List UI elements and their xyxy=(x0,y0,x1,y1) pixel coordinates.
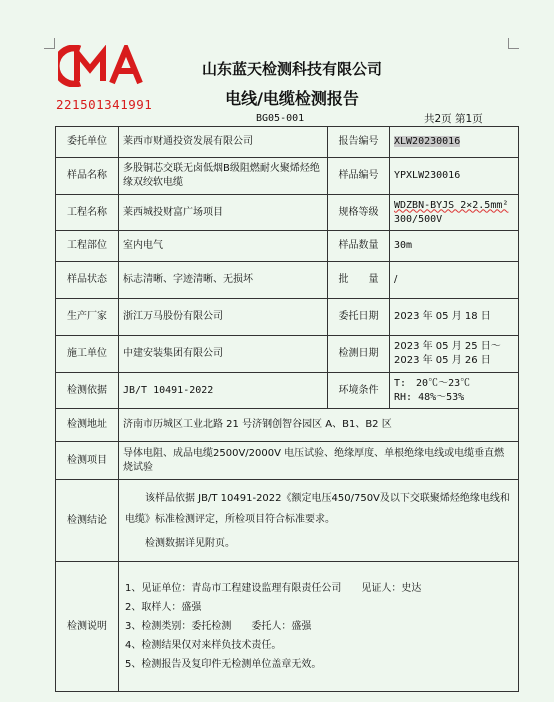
sample-quantity-value: 30m xyxy=(390,231,519,262)
table-row xyxy=(56,127,519,158)
table-row xyxy=(56,231,519,262)
conclusion-label: 检测结论 xyxy=(56,480,119,562)
environment-temperature: T: 20℃～23℃ xyxy=(394,377,471,389)
sample-state-label: 样品状态 xyxy=(56,262,119,299)
page-info: 共2页 第1页 xyxy=(424,113,483,125)
document-code: BG05-001 xyxy=(256,113,305,124)
report-table xyxy=(55,126,519,692)
table-row xyxy=(56,336,519,373)
builder-label: 施工单位 xyxy=(56,336,119,373)
table-row xyxy=(56,442,519,480)
environment-value xyxy=(390,373,519,409)
environment-humidity: RH: 48%～53% xyxy=(394,391,465,403)
batch-label: 批 量 xyxy=(328,262,390,299)
test-items-label: 检测项目 xyxy=(56,442,119,480)
batch-value: / xyxy=(390,262,519,299)
sample-state-value: 标志清晰、字迹清晰、无损坏 xyxy=(119,262,328,299)
table-row xyxy=(56,158,519,195)
manufacturer-label: 生产厂家 xyxy=(56,299,119,336)
report-number-label: 报告编号 xyxy=(328,127,390,158)
table-row xyxy=(56,195,519,231)
test-items-value: 导体电阻、成品电缆2500V/2000V 电压试验、绝缘厚度、单根绝缘电线或电缆垂直燃烧试验 xyxy=(119,442,519,480)
sample-number-value: YPXLW230016 xyxy=(390,158,519,195)
table-row xyxy=(56,262,519,299)
note-item: 2、取样人：盛强 xyxy=(125,602,202,613)
project-value: 莱西城投财富广场项目 xyxy=(119,195,328,231)
test-basis-value: JB/T 10491-2022 xyxy=(119,373,328,409)
spec-label: 规格等级 xyxy=(328,195,390,231)
environment-label: 环境条件 xyxy=(328,373,390,409)
client-value: 莱西市财通投资发展有限公司 xyxy=(119,127,328,158)
test-date-start: 2023 年 05 月 25 日～ xyxy=(394,341,501,352)
sample-number-label: 样品编号 xyxy=(328,158,390,195)
table-row xyxy=(56,373,519,409)
crop-mark-top-left xyxy=(44,38,55,49)
table-row xyxy=(56,480,519,562)
notes-label: 检测说明 xyxy=(56,562,119,692)
company-name: 山东蓝天检测科技有限公司 xyxy=(201,60,382,78)
spec-model: WDZBN-BYJS 2×2.5mm² xyxy=(394,199,509,211)
spec-voltage: 300/500V xyxy=(394,213,443,225)
report-number-value: XLW20230016 xyxy=(394,136,461,147)
project-label: 工程名称 xyxy=(56,195,119,231)
cma-certificate-number: 221501341991 xyxy=(56,97,153,112)
notes-value xyxy=(119,562,519,692)
crop-mark-top-right xyxy=(508,38,519,49)
report-number-cell xyxy=(390,127,519,158)
test-address-value: 济南市历城区工业北路 21 号济钢创智谷园区 A、B1、B2 区 xyxy=(119,409,519,442)
project-part-label: 工程部位 xyxy=(56,231,119,262)
entrust-date-label: 委托日期 xyxy=(328,299,390,336)
table-row xyxy=(56,562,519,692)
test-address-label: 检测地址 xyxy=(56,409,119,442)
note-item: 3、检测类别：委托检测 委托人：盛强 xyxy=(125,621,312,632)
sample-quantity-label: 样品数量 xyxy=(328,231,390,262)
entrust-date-value: 2023 年 05 月 18 日 xyxy=(390,299,519,336)
builder-value: 中建安装集团有限公司 xyxy=(119,336,328,373)
spec-value xyxy=(390,195,519,231)
conclusion-text: 该样品依据 JB/T 10491-2022《额定电压450/750V及以下交联聚烯烃绝缘电线和电缆》标准检测评定，所检项目符合标准要求。 xyxy=(125,492,510,525)
note-item: 1、见证单位：青岛市工程建设监理有限责任公司 见证人：史达 xyxy=(125,583,422,594)
sample-name-label: 样品名称 xyxy=(56,158,119,195)
test-date-label: 检测日期 xyxy=(328,336,390,373)
conclusion-note: 检测数据详见附页。 xyxy=(145,537,235,549)
table-row xyxy=(56,299,519,336)
table-row xyxy=(56,409,519,442)
manufacturer-value: 浙江万马股份有限公司 xyxy=(119,299,328,336)
note-item: 4、检测结果仅对来样负技术责任。 xyxy=(125,640,282,651)
sample-name-value: 多股铜芯交联无卤低烟B级阻燃耐火聚烯烃绝缘双绞软电缆 xyxy=(119,158,328,195)
test-date-end: 2023 年 05 月 26 日 xyxy=(394,355,491,366)
test-basis-label: 检测依据 xyxy=(56,373,119,409)
client-label: 委托单位 xyxy=(56,127,119,158)
conclusion-value xyxy=(119,480,519,562)
project-part-value: 室内电气 xyxy=(119,231,328,262)
note-item: 5、检测报告及复印件无检测单位盖章无效。 xyxy=(125,659,322,670)
test-date-value xyxy=(390,336,519,373)
report-title: 电线/电缆检测报告 xyxy=(225,89,359,108)
